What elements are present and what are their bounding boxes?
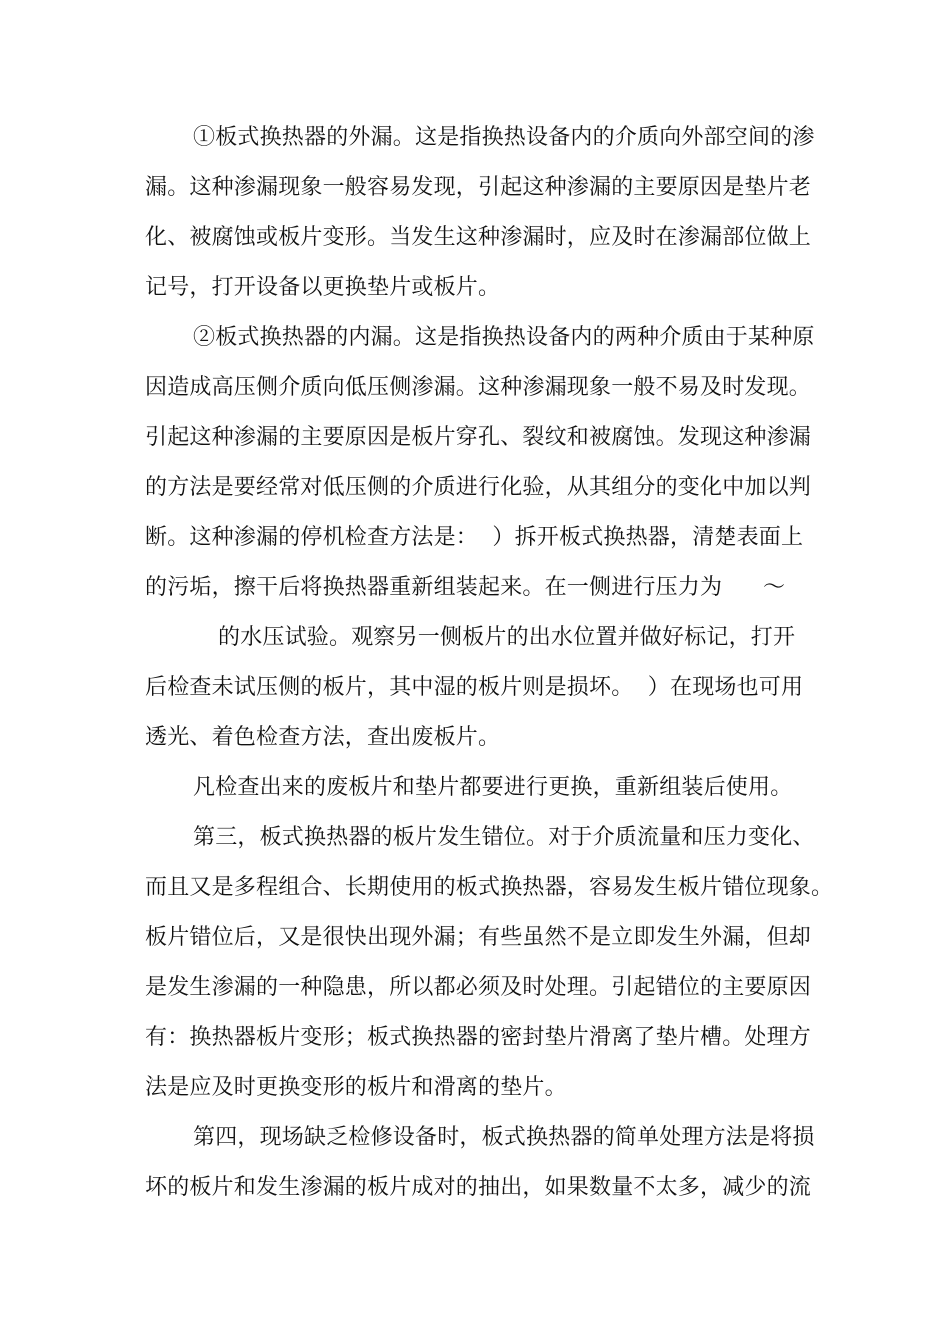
text-line: 第四，现场缺乏检修设备时，板式换热器的简单处理方法是将损 xyxy=(193,1125,815,1150)
text-line: 化、被腐蚀或板片变形。当发生这种渗漏时，应及时在渗漏部位做上 xyxy=(145,225,812,250)
text-line: 是发生渗漏的一种隐患，所以都必须及时处理。引起错位的主要原因 xyxy=(145,975,812,1000)
text-line: 而且又是多程组合、长期使用的板式换热器，容易发生板片错位现象。 xyxy=(145,875,834,900)
text-line: 因造成高压侧介质向低压侧渗漏。这种渗漏现象一般不易及时发现。 xyxy=(145,375,812,400)
text-line: 坏的板片和发生渗漏的板片成对的抽出，如果数量不太多，减少的流 xyxy=(145,1175,812,1200)
text-line: 引起这种渗漏的主要原因是板片穿孔、裂纹和被腐蚀。发现这种渗漏 xyxy=(145,425,812,450)
text-line: 凡检查出来的废板片和垫片都要进行更换，重新组装后使用。 xyxy=(193,775,793,800)
tilde-mark: ～ xyxy=(763,575,786,600)
text-line: 漏。这种渗漏现象一般容易发现，引起这种渗漏的主要原因是垫片老 xyxy=(145,175,812,200)
text-line: 板片错位后，又是很快出现外漏；有些虽然不是立即发生外漏，但却 xyxy=(145,925,812,950)
text-line: 有：换热器板片变形；板式换热器的密封垫片滑离了垫片槽。处理方 xyxy=(145,1025,812,1050)
text-line: 透光、着色检查方法，查出废板片。 xyxy=(145,725,501,750)
text-line: ②板式换热器的内漏。这是指换热设备内的两种介质由于某种原 xyxy=(193,325,815,350)
text-line: 的方法是要经常对低压侧的介质进行化验，从其组分的变化中加以判 xyxy=(145,475,812,500)
text-line: 记号，打开设备以更换垫片或板片。 xyxy=(145,275,501,300)
text-line: 第三，板式换热器的板片发生错位。对于介质流量和压力变化、 xyxy=(193,825,815,850)
text-line: 断。这种渗漏的停机检查方法是： ）拆开板式换热器，清楚表面上 xyxy=(145,525,804,550)
text-line: 法是应及时更换变形的板片和滑离的垫片。 xyxy=(145,1075,567,1100)
text-line: 后检查未试压侧的板片，其中湿的板片则是损坏。 ）在现场也可用 xyxy=(145,675,804,700)
text-line: 的污垢，擦干后将换热器重新组装起来。在一侧进行压力为 xyxy=(145,575,723,600)
text-line: ①板式换热器的外漏。这是指换热设备内的介质向外部空间的渗 xyxy=(193,125,815,150)
text-line: 的水压试验。观察另一侧板片的出水位置并做好标记，打开 xyxy=(218,625,796,650)
